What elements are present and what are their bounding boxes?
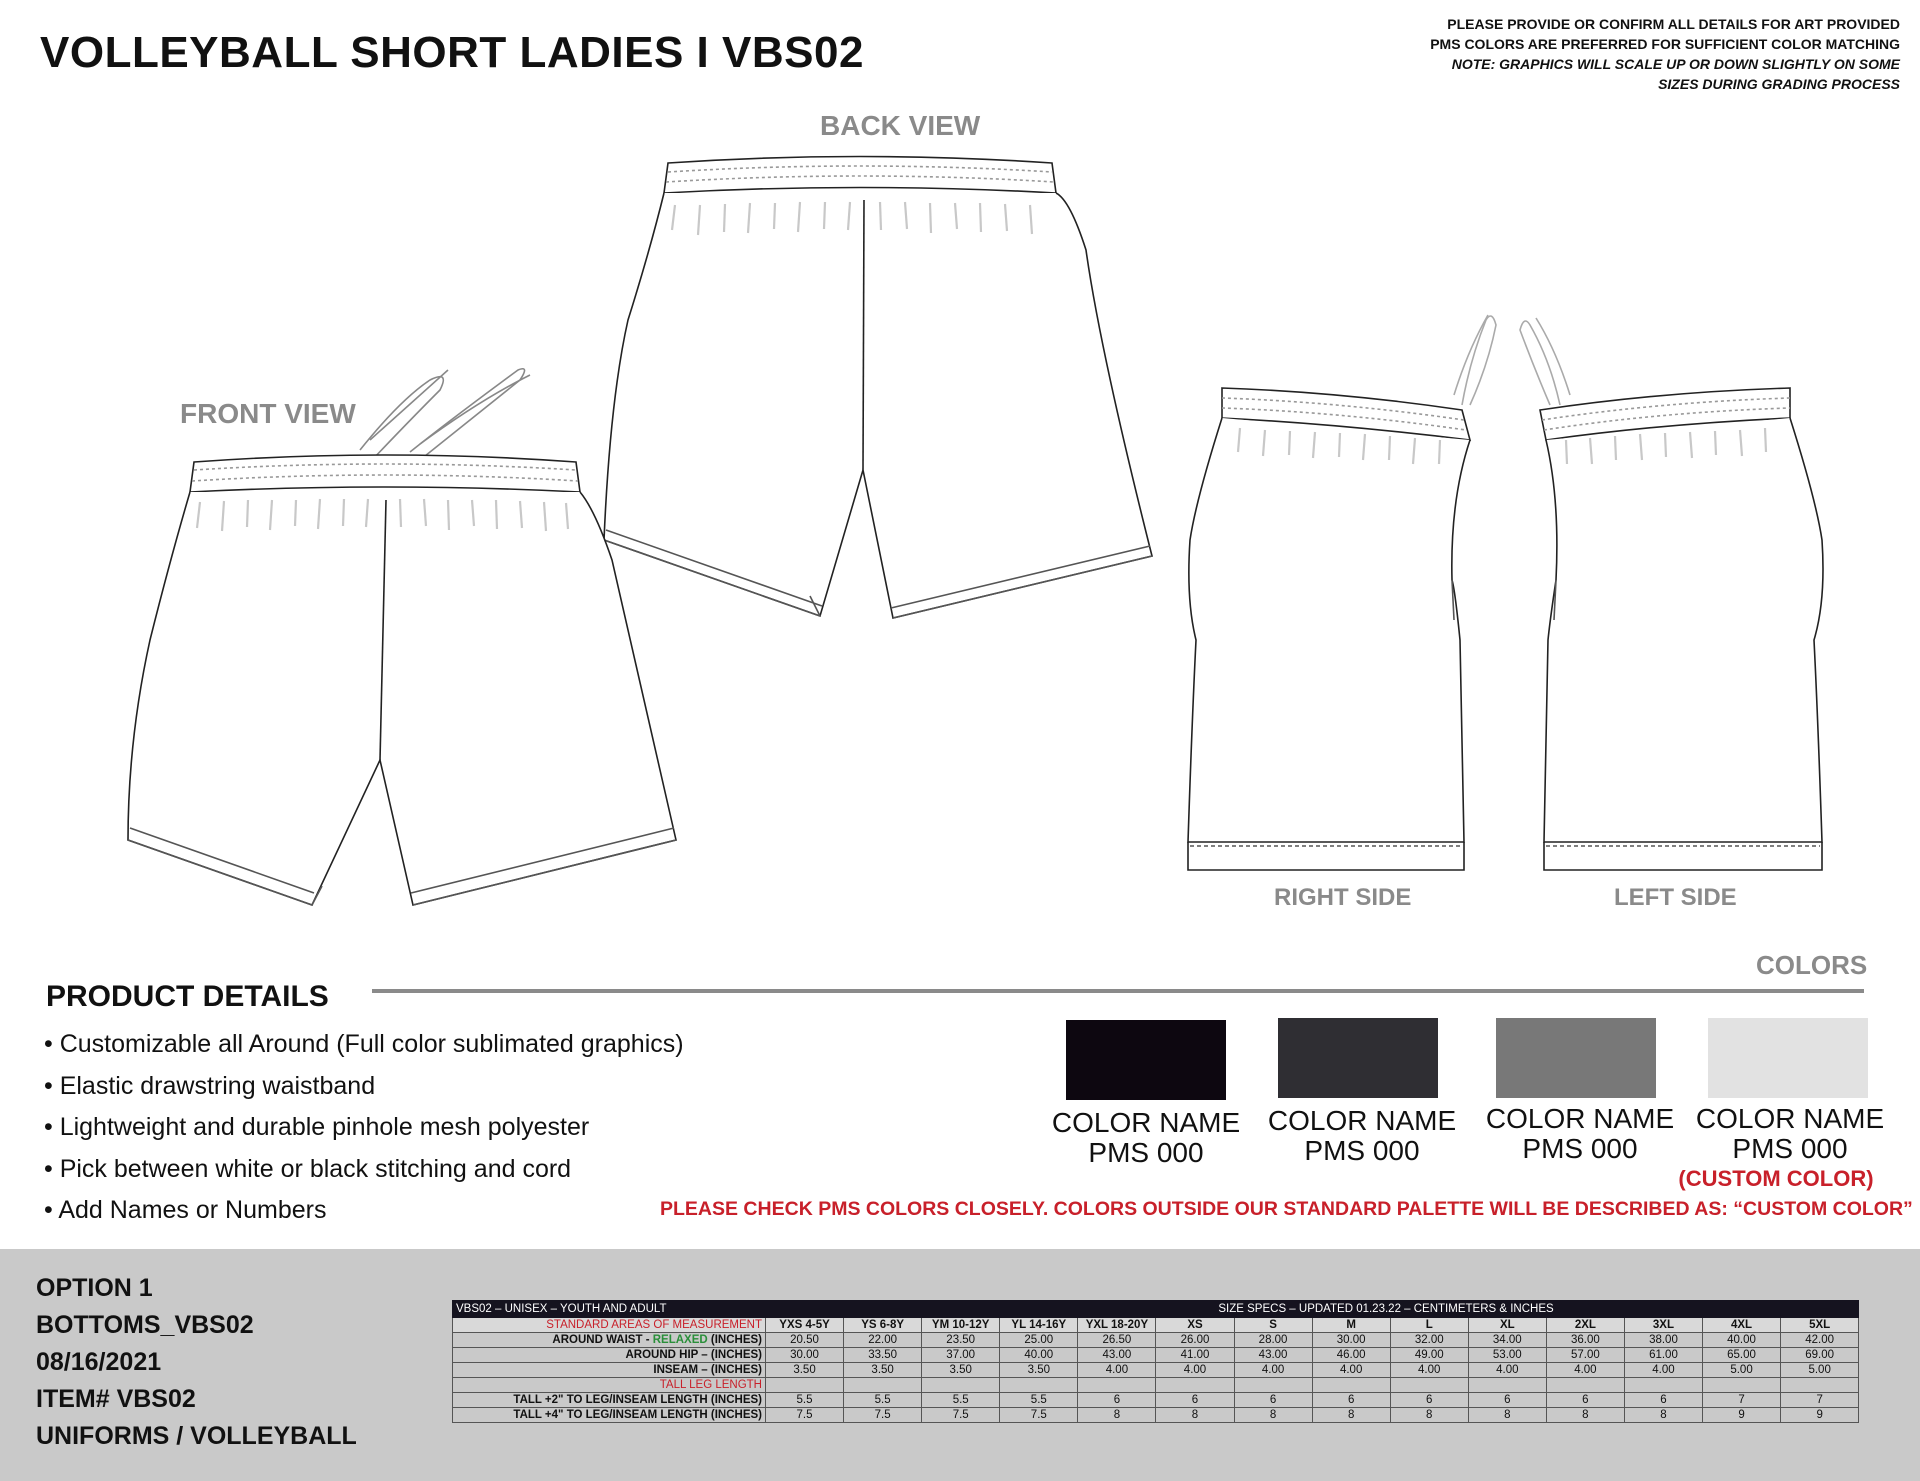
row-label: TALL +4" TO LEG/INSEAM LENGTH (INCHES) xyxy=(453,1408,766,1423)
color-swatch xyxy=(1496,1018,1656,1098)
color-swatch xyxy=(1708,1018,1868,1098)
table-cell: 40.00 xyxy=(1703,1333,1781,1348)
size-header: M xyxy=(1312,1318,1390,1333)
table-cell: 6 xyxy=(1468,1393,1546,1408)
table-cell: 4.00 xyxy=(1312,1363,1390,1378)
table-cell: 8 xyxy=(1468,1408,1546,1423)
table-cell: 5.5 xyxy=(766,1393,844,1408)
color-label xyxy=(1670,1104,1910,1164)
item-label: ITEM# VBS02 xyxy=(36,1385,196,1413)
color-label xyxy=(1460,1104,1700,1164)
table-cell xyxy=(1234,1378,1312,1393)
table-cell: 20.50 xyxy=(766,1333,844,1348)
table-cell: 5.5 xyxy=(1000,1393,1078,1408)
table-cell: 36.00 xyxy=(1546,1333,1624,1348)
note-line: NOTE: GRAPHICS WILL SCALE UP OR DOWN SLIGHTLY ON SOME xyxy=(1451,56,1900,72)
table-cell: 3.50 xyxy=(766,1363,844,1378)
table-cell xyxy=(1781,1378,1859,1393)
row-label: AROUND WAIST - RELAXED (INCHES) xyxy=(453,1333,766,1348)
table-cell: 57.00 xyxy=(1546,1348,1624,1363)
table-cell: 6 xyxy=(1078,1393,1156,1408)
size-header: XL xyxy=(1468,1318,1546,1333)
table-cell: 30.00 xyxy=(766,1348,844,1363)
size-header: 5XL xyxy=(1781,1318,1859,1333)
table-header-right: SIZE SPECS – UPDATED 01.23.22 – CENTIMETERS & INCHES xyxy=(1078,1301,1859,1318)
size-header: YXL 18-20Y xyxy=(1078,1318,1156,1333)
table-cell: 43.00 xyxy=(1234,1348,1312,1363)
list-item: • Add Names or Numbers xyxy=(44,1196,327,1224)
table-cell: 4.00 xyxy=(1078,1363,1156,1378)
note-line: PMS COLORS ARE PREFERRED FOR SUFFICIENT COLOR MATCHING xyxy=(1430,36,1900,52)
color-name: COLOR NAME xyxy=(1695,1103,1885,1134)
table-cell: 25.00 xyxy=(1000,1333,1078,1348)
table-cell: 7.5 xyxy=(766,1408,844,1423)
table-cell xyxy=(1000,1378,1078,1393)
table-cell: 9 xyxy=(1703,1408,1781,1423)
table-cell: 28.00 xyxy=(1234,1333,1312,1348)
color-name: COLOR NAME xyxy=(1051,1107,1241,1138)
table-cell: 5.00 xyxy=(1781,1363,1859,1378)
pms-warning: PLEASE CHECK PMS COLORS CLOSELY. COLORS OUTSIDE OUR STANDARD PALETTE WILL BE DESCRIBED AS: “CUSTOM COLOR” xyxy=(660,1198,1913,1220)
colors-title: COLORS xyxy=(1756,950,1868,980)
table-cell: 4.00 xyxy=(1390,1363,1468,1378)
table-cell: 3.50 xyxy=(922,1363,1000,1378)
table-row xyxy=(453,1318,1859,1333)
size-header: 2XL xyxy=(1546,1318,1624,1333)
table-cell: 6 xyxy=(1312,1393,1390,1408)
note-line: PLEASE PROVIDE OR CONFIRM ALL DETAILS FOR ART PROVIDED xyxy=(1447,16,1900,32)
table-cell: 4.00 xyxy=(1624,1363,1702,1378)
table-cell: 8 xyxy=(1546,1408,1624,1423)
date-label: 08/16/2021 xyxy=(36,1348,162,1376)
table-cell: 6 xyxy=(1234,1393,1312,1408)
table-cell: 3.50 xyxy=(844,1363,922,1378)
table-cell: 6 xyxy=(1156,1393,1234,1408)
color-swatch xyxy=(1278,1018,1438,1098)
left-side-short xyxy=(1520,318,1823,870)
table-cell: 46.00 xyxy=(1312,1348,1390,1363)
table-cell: 3.50 xyxy=(1000,1363,1078,1378)
table-cell xyxy=(1312,1378,1390,1393)
table-cell: 5.5 xyxy=(844,1393,922,1408)
left-side-label: LEFT SIDE xyxy=(1614,884,1737,911)
color-name: COLOR NAME xyxy=(1485,1103,1675,1134)
table-cell: 42.00 xyxy=(1781,1333,1859,1348)
table-cell xyxy=(844,1378,922,1393)
table-cell: 5.00 xyxy=(1703,1363,1781,1378)
category-label: UNIFORMS / VOLLEYBALL xyxy=(36,1422,357,1450)
row-label: TALL +2" TO LEG/INSEAM LENGTH (INCHES) xyxy=(453,1393,766,1408)
table-cell xyxy=(1703,1378,1781,1393)
option-info xyxy=(36,1270,357,1455)
table-cell: 5.5 xyxy=(922,1393,1000,1408)
table-cell xyxy=(1468,1378,1546,1393)
table-cell: 7 xyxy=(1781,1393,1859,1408)
table-cell: 4.00 xyxy=(1468,1363,1546,1378)
table-cell: 8 xyxy=(1078,1408,1156,1423)
right-side-short xyxy=(1188,315,1496,870)
note-line: SIZES DURING GRADING PROCESS xyxy=(1658,76,1900,92)
table-cell: 8 xyxy=(1624,1408,1702,1423)
row-label: INSEAM – (INCHES) xyxy=(453,1363,766,1378)
size-header: L xyxy=(1390,1318,1468,1333)
table-header-left: VBS02 – UNISEX – YOUTH AND ADULT xyxy=(453,1301,1078,1318)
color-pms: PMS 000 xyxy=(1088,1137,1204,1168)
color-label xyxy=(1242,1106,1482,1166)
table-cell: 40.00 xyxy=(1000,1348,1078,1363)
size-header: YM 10-12Y xyxy=(922,1318,1000,1333)
table-cell: 61.00 xyxy=(1624,1348,1702,1363)
table-header-row xyxy=(453,1301,1859,1318)
front-view-short xyxy=(128,369,676,905)
size-header: YXS 4-5Y xyxy=(766,1318,844,1333)
table-cell xyxy=(922,1378,1000,1393)
list-item: • Customizable all Around (Full color sublimated graphics) xyxy=(44,1030,684,1058)
table-cell: 7 xyxy=(1703,1393,1781,1408)
row-label: TALL LEG LENGTH xyxy=(453,1378,766,1393)
size-header: 3XL xyxy=(1624,1318,1702,1333)
table-cell: 6 xyxy=(1624,1393,1702,1408)
table-cell: 33.50 xyxy=(844,1348,922,1363)
table-row xyxy=(453,1378,1859,1393)
table-cell: 53.00 xyxy=(1468,1348,1546,1363)
table-cell: 7.5 xyxy=(1000,1408,1078,1423)
table-cell: 23.50 xyxy=(922,1333,1000,1348)
table-cell: 6 xyxy=(1546,1393,1624,1408)
back-view-short xyxy=(604,157,1152,619)
size-header: 4XL xyxy=(1703,1318,1781,1333)
size-header: XS xyxy=(1156,1318,1234,1333)
table-cell: 7.5 xyxy=(922,1408,1000,1423)
section-divider xyxy=(372,989,1864,993)
page-title: VOLLEYBALL SHORT LADIES I VBS02 xyxy=(40,28,864,77)
table-cell xyxy=(1546,1378,1624,1393)
table-row xyxy=(453,1408,1859,1423)
table-cell xyxy=(1078,1378,1156,1393)
color-pms: PMS 000 xyxy=(1522,1133,1638,1164)
table-row xyxy=(453,1348,1859,1363)
table-cell: 4.00 xyxy=(1546,1363,1624,1378)
table-cell: 49.00 xyxy=(1390,1348,1468,1363)
bottoms-label: BOTTOMS_VBS02 xyxy=(36,1311,254,1339)
product-details-title: PRODUCT DETAILS xyxy=(46,980,329,1013)
list-item: • Lightweight and durable pinhole mesh polyester xyxy=(44,1113,590,1141)
size-spec-table xyxy=(452,1300,1859,1423)
table-row xyxy=(453,1393,1859,1408)
product-details-list xyxy=(44,1024,684,1232)
table-cell: 8 xyxy=(1390,1408,1468,1423)
table-cell xyxy=(1624,1378,1702,1393)
table-cell: 32.00 xyxy=(1390,1333,1468,1348)
table-cell: 9 xyxy=(1781,1408,1859,1423)
row-label: AROUND HIP – (INCHES) xyxy=(453,1348,766,1363)
color-pms: PMS 000 xyxy=(1304,1135,1420,1166)
front-view-label: FRONT VIEW xyxy=(180,398,356,429)
back-view-label: BACK VIEW xyxy=(820,110,981,141)
table-cell: 4.00 xyxy=(1234,1363,1312,1378)
table-cell: 41.00 xyxy=(1156,1348,1234,1363)
list-item: • Pick between white or black stitching and cord xyxy=(44,1154,572,1183)
row-label: STANDARD AREAS OF MEASUREMENT xyxy=(453,1318,766,1333)
color-pms: PMS 000 xyxy=(1732,1133,1848,1164)
table-cell: 22.00 xyxy=(844,1333,922,1348)
size-header: YS 6-8Y xyxy=(844,1318,922,1333)
color-name: COLOR NAME xyxy=(1267,1105,1457,1136)
table-cell: 8 xyxy=(1234,1408,1312,1423)
color-label xyxy=(1026,1108,1266,1168)
table-cell: 8 xyxy=(1312,1408,1390,1423)
table-cell xyxy=(1390,1378,1468,1393)
table-row xyxy=(453,1363,1859,1378)
table-cell: 34.00 xyxy=(1468,1333,1546,1348)
table-cell: 7.5 xyxy=(844,1408,922,1423)
table-cell: 37.00 xyxy=(922,1348,1000,1363)
table-cell xyxy=(1156,1378,1234,1393)
table-cell: 4.00 xyxy=(1156,1363,1234,1378)
right-side-label: RIGHT SIDE xyxy=(1274,884,1412,911)
option-label: OPTION 1 xyxy=(36,1274,153,1302)
size-header: YL 14-16Y xyxy=(1000,1318,1078,1333)
table-cell: 43.00 xyxy=(1078,1348,1156,1363)
table-cell: 6 xyxy=(1390,1393,1468,1408)
table-cell: 26.50 xyxy=(1078,1333,1156,1348)
list-item: • Elastic drawstring waistband xyxy=(44,1071,376,1100)
custom-color-note: (CUSTOM COLOR) xyxy=(1678,1166,1874,1191)
size-header: S xyxy=(1234,1318,1312,1333)
table-row xyxy=(453,1333,1859,1348)
table-cell: 38.00 xyxy=(1624,1333,1702,1348)
table-cell: 65.00 xyxy=(1703,1348,1781,1363)
table-cell: 30.00 xyxy=(1312,1333,1390,1348)
relaxed-label: RELAXED xyxy=(652,1334,708,1346)
table-cell xyxy=(766,1378,844,1393)
table-cell: 26.00 xyxy=(1156,1333,1234,1348)
table-cell: 8 xyxy=(1156,1408,1234,1423)
color-swatch xyxy=(1066,1020,1226,1100)
table-cell: 69.00 xyxy=(1781,1348,1859,1363)
